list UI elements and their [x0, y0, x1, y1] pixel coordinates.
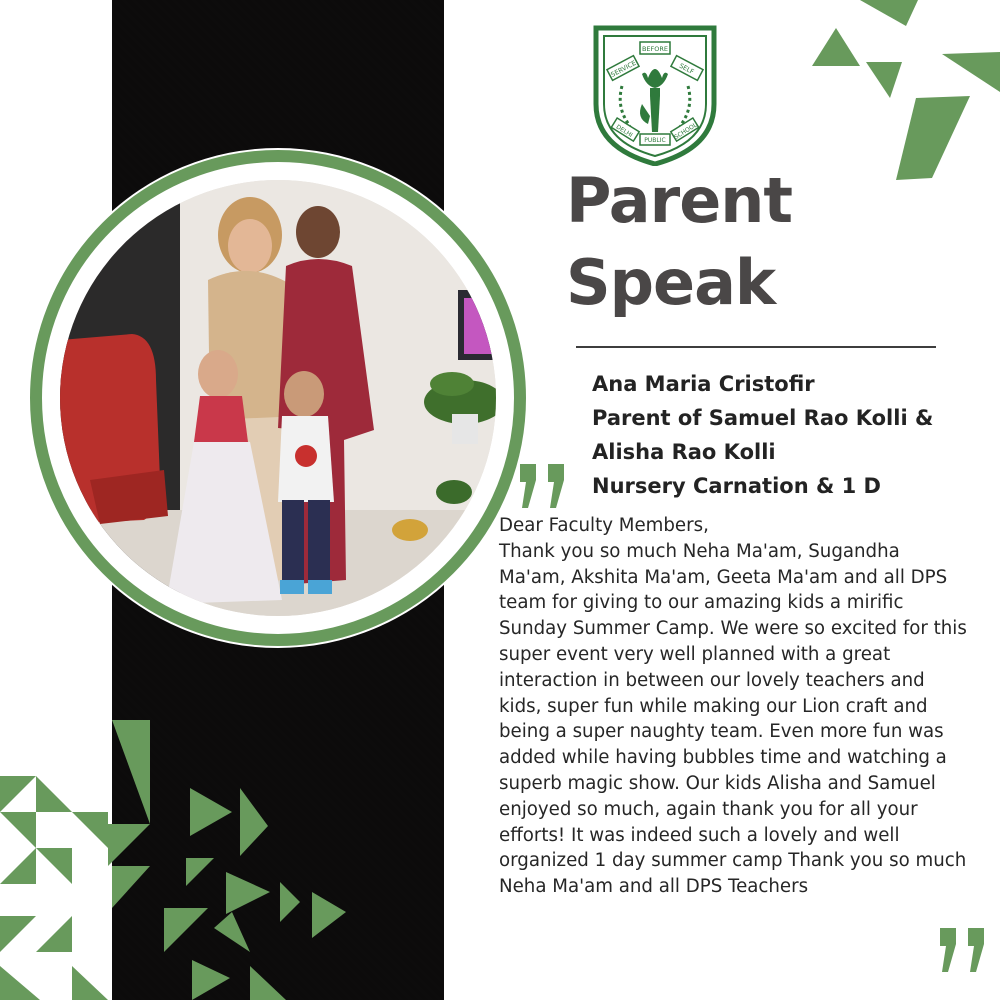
- title-line-2: Speak: [566, 246, 776, 319]
- close-quote-icon: [934, 924, 994, 974]
- svg-text:DELHI: DELHI: [614, 123, 634, 140]
- testimonial-body: Thank you so much Neha Ma'am, Sugandha Ma'am, Akshita Ma'am, Geeta Ma'am and all DPS team for giving to our amazing kids a mirific Sunday Summer Camp. We were so excited for this super event very well planned with a great interaction in between our lovely teachers and kids, super fun while making our Lion craft and being a super naughty team. Even more fun was added while having bubbles time and watching a superb magic show. Our kids Alisha and Samuel enjoyed so much, again thank you for all your efforts! It was indeed such a lovely and well organized 1 day summer camp Thank you so much Neha Ma'am and all DPS Teachers: [499, 540, 967, 898]
- parent-relation-line-1: Parent of Samuel Rao Kolli &: [592, 406, 934, 430]
- parent-classes: Nursery Carnation & 1 D: [592, 474, 881, 498]
- school-crest-logo: [592, 20, 718, 166]
- testimonial-text: [499, 513, 969, 900]
- open-quote-icon: [514, 460, 574, 510]
- title-line-1: Parent: [566, 164, 793, 237]
- svg-text:BEFORE: BEFORE: [641, 45, 669, 53]
- svg-text:SELF: SELF: [677, 61, 696, 77]
- family-photo: [60, 180, 496, 616]
- svg-text:SERVICE: SERVICE: [609, 58, 638, 79]
- parent-name: Ana Maria Cristofir: [592, 372, 815, 396]
- svg-text:PUBLIC: PUBLIC: [644, 137, 666, 144]
- top-right-triangle-decoration: [806, 0, 1000, 190]
- svg-text:SCHOOL: SCHOOL: [673, 121, 699, 141]
- testimonial-salutation: Dear Faculty Members,: [499, 515, 709, 536]
- title-divider: [576, 346, 936, 348]
- parent-relation-line-2: Alisha Rao Kolli: [592, 440, 776, 464]
- bottom-left-triangle-decoration: [0, 716, 360, 1000]
